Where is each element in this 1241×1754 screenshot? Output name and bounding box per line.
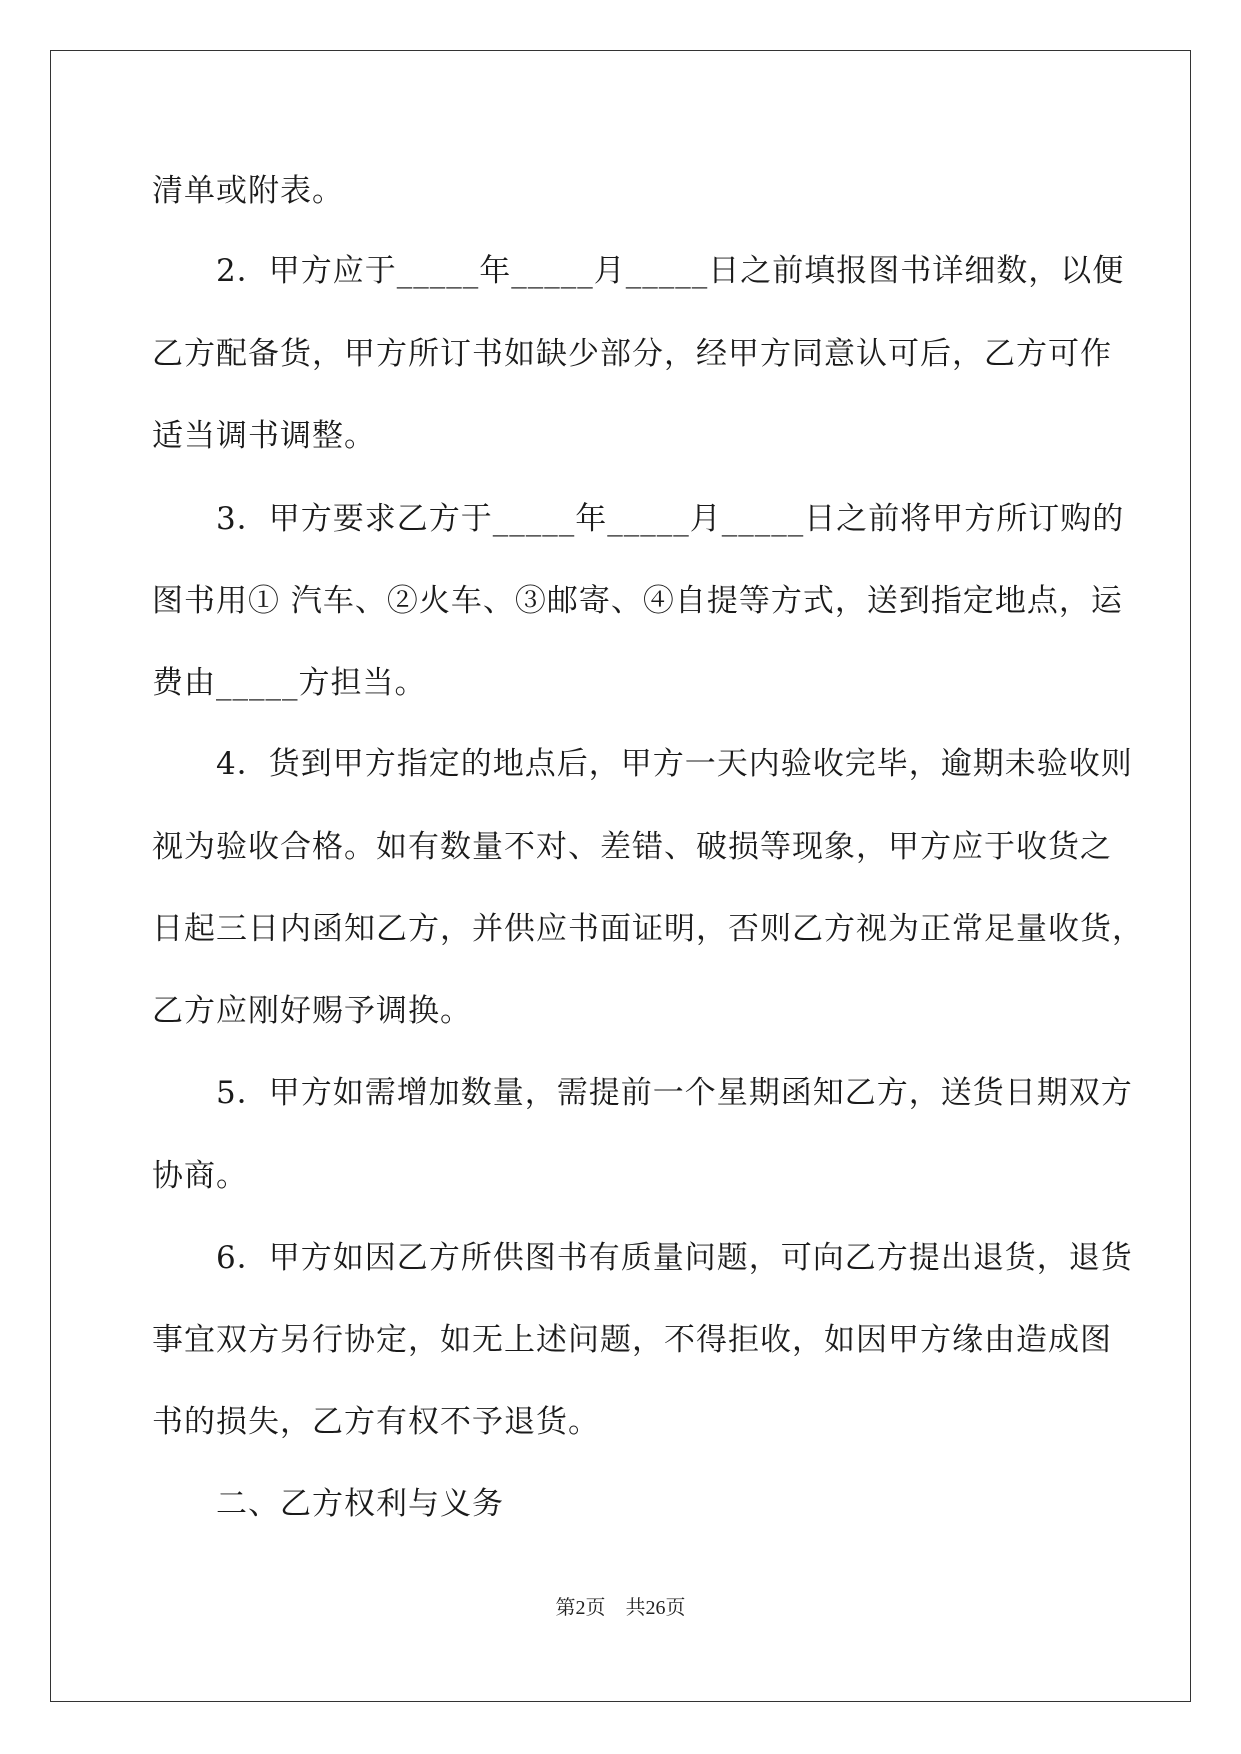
text-line-15: 事宜双方另行协定，如无上述问题，不得拒收，如因甲方缘由造成图 — [152, 1322, 1112, 1358]
text-line-13: 协商。 — [152, 1158, 248, 1194]
section-heading: 二、乙方权利与义务 — [152, 1486, 504, 1522]
text-line-10: 日起三日内函知乙方，并供应书面证明，否则乙方视为正常足量收货， — [152, 911, 1144, 947]
text-line-3: 乙方配备货，甲方所订书如缺少部分，经甲方同意认可后，乙方可作 — [152, 336, 1112, 372]
text-line-4: 适当调书调整。 — [152, 418, 376, 454]
text-line-2: 2．甲方应于_____年_____月_____日之前填报图书详细数，以便 — [152, 253, 1125, 289]
page-number: 第2页 共26页 — [555, 1597, 686, 1619]
text-line-8: 4．货到甲方指定的地点后，甲方一天内验收完毕，逾期未验收则 — [152, 746, 1133, 782]
text-line-6: 图书用① 汽车、②火车、③邮寄、④自提等方式，送到指定地点，运 — [152, 583, 1123, 619]
text-line-12: 5．甲方如需增加数量，需提前一个星期函知乙方，送货日期双方 — [152, 1075, 1133, 1111]
text-line-7: 费由_____方担当。 — [152, 665, 427, 701]
text-line-11: 乙方应刚好赐予调换。 — [152, 993, 472, 1029]
text-line-9: 视为验收合格。如有数量不对、差错、破损等现象，甲方应于收货之 — [152, 829, 1112, 865]
text-line-16: 书的损失，乙方有权不予退货。 — [152, 1404, 600, 1440]
page-frame — [50, 50, 1191, 1702]
text-line-5: 3．甲方要求乙方于_____年_____月_____日之前将甲方所订购的 — [152, 501, 1125, 537]
text-line-1: 清单或附表。 — [152, 173, 344, 209]
text-line-14: 6．甲方如因乙方所供图书有质量问题，可向乙方提出退货，退货 — [152, 1240, 1133, 1276]
